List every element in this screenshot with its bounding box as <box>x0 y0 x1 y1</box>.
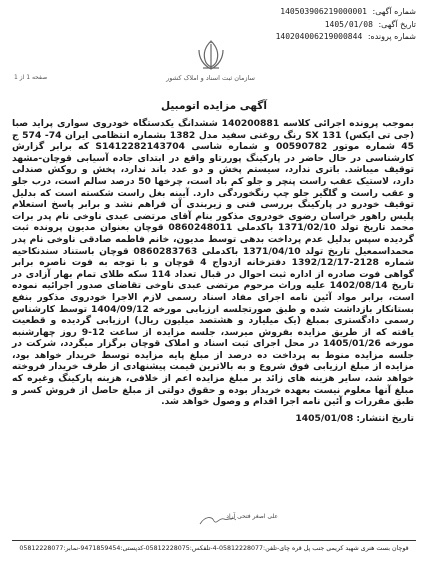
notice-number-label: شماره آگهی: <box>372 7 416 16</box>
emblem-icon <box>191 38 231 72</box>
signatory-name: علی اصغر فتحی آراد <box>226 513 278 520</box>
case-number-label: شماره پرونده: <box>367 32 416 41</box>
publish-date-label: تاریخ انتشار: <box>356 413 414 424</box>
publish-date: 1405/01/08 <box>295 413 354 424</box>
notice-date: 1405/01/08 <box>324 19 373 29</box>
org-name: سازمان ثبت اسناد و املاک کشور <box>166 74 255 82</box>
document-title: آگهی مزایده اتومبیل <box>161 100 267 112</box>
org-logo <box>167 38 255 90</box>
notice-date-label: تاریخ آگهی: <box>378 19 416 29</box>
footer-contact <box>10 544 418 553</box>
publish-date-line <box>295 413 414 424</box>
case-number: 140204006219000844 <box>275 32 363 41</box>
notice-body: بموجب پرونده اجرائی کلاسه 140200881 ششدانگ یکدستگاه خودروی سواری پراید صبا (جی تی ایکس) SX 131 رنگ روغنی سفید مدل 1382 بشماره انتظامی ایران 74- 574 ج 45 شماره موتور 00590782 و شماره شاسی S1412282143704 که برابر گزارش کارشناسی در حال حاضر در پارکینگ پوررتاو واقع در ابتدای جاده آسیابی قوچان-مشهد توقیف میباشد. باتری ندارد، سیستم پخش و دو عدد باند ندارد، پخش و روکش صندلی دارد، لاستیک عقب راست پنچر و جلو کم باد است، چرخها 50 درصد سالم است، درب جلو و عقب راست و گلگیر جلو چپ رنگخوردگی دارد. آیینه بغل راست شکسته است که بدلیل توقیف خودرو در پارکینگ بررسی فنی و زیربندی آن فراهم نشد و برابر پاسخ استعلام پلیس راهور خراسان رضوی خودروی مذکور بنام آقای مرتضی عبدی ناوخی نام پدر برات محمد تاریخ تولد 1371/02/10 باکدملی 0860248011 قوچان بعنوان مدیون پرونده ثبت گردیده سپس بدلیل عدم پرداخت بدهی توسط مدیون، خانم فاطمه صادقی ناوخی نام پدر محمداسمعیل تاریخ تولد 1371/04/10 باکدملی 0860283763 قوچان باستناد سندنکاحیه شماره 2128-1392/12/17 دفترخانه ازدواج 4 قوچان و با توجه به فوت ناصره برابر گواهی فوت صادره از اداره ثبت احوال در قبال تعداد 114 سکه طلای تمام بهار آزادی در تاریخ 1402/08/14 علیه وراث مرحوم مرتضی عبدی ناوخی تقاضای صدور اجرائیه نموده است، برابر مواد آئین نامه اجرای مفاد اسناد رسمی لازم الاجرا خودروی مذکور بنفع بستانکار بازداشت شده و طبق صورتجلسه ارزیابی مورخه 1404/09/12 توسط کارشناس رسمی دادگستری بمبلغ (یک میلیارد و هشتصد میلیون ریال) ارزیابی گردیده و قطعیت یافته که از طریق مزایده بفروش میرسد، جلسه مزایده از ساعت 12-9 روز چهارشنبه مورخه 1405/01/26 در محل اجرای ثبت اسناد و املاک قوچان برگزار میگردد، شرکت در جلسه مزایده منوط به پرداخت ده درصد از مبلغ پایه مزایده توسط خریدار خواهد بود، مزایده از مبلغ ارزیابی فوق شروع و به بالاترین قیمت پیشنهادی از طرف خریدار فروخته خواهد شد، سایر هزینه های زائد بر مبلغ مزایده اعم از خلافی، هزینه پارکینگ وغیره که مبلغ آنها معلوم نیست بعهده خریدار بوده و حقوق دولتی از مبلغ حاصل از فروش کسر و طبق مقررات و آئین نامه اجرا اقدام و وصول خواهد شد. <box>12 118 415 408</box>
page-count: صفحه 1 از 1 <box>14 74 48 81</box>
notice-number: 140503906219000001 <box>280 7 367 16</box>
footer-address: قوچان بست هنری شهید کریمی جنب پل قره چای-تلفن:05812228077-4-تلفکس:05812228075-کدپستی:9471859454-نمابر:05812228077 <box>19 545 409 552</box>
footer-divider <box>12 540 416 541</box>
notice-number-row <box>196 6 416 19</box>
signature-mark <box>0 512 428 530</box>
notice-date-row <box>196 19 416 32</box>
